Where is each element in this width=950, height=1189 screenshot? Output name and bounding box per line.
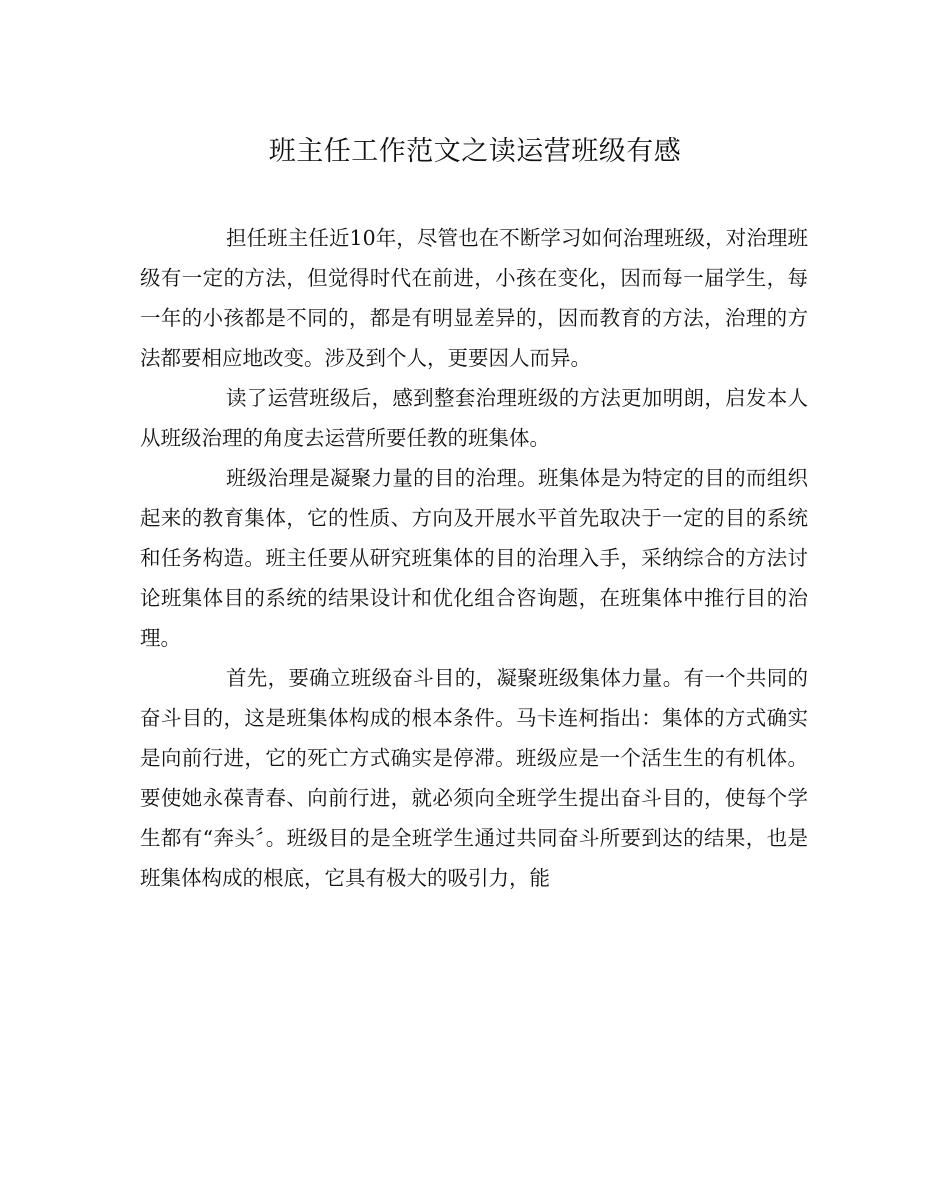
- document-title: 班主任工作范文之读运营班级有感: [268, 136, 682, 167]
- paragraph-1: 担任班主任近10年，尽管也在不断学习如何治理班级，对治理班级有一定的方法，但觉得时代在前进，小孩在变化，因而每一届学生，每一年的小孩都是不同的，都是有明显差异的，因而教育的方法，治理的方法都要相应地改变。涉及到个人，更要因人而异。: [140, 226, 808, 370]
- document-body: [140, 218, 808, 898]
- paragraph-4: 首先，要确立班级奋斗目的，凝聚班级集体力量。有一个共同的奋斗目的，这是班集体构成的根本条件。马卡连柯指出：集体的方式确实是向前行进，它的死亡方式确实是停滞。班级应是一个活生生的有机体。要使她永葆青春、向前行进，就必须向全班学生提出奋斗目的，使每个学生都有“奔头〞。班级目的是全班学生通过共同奋斗所要到达的结果，也是班集体构成的根底，它具有极大的吸引力，能: [140, 666, 808, 890]
- paragraph-2: 读了运营班级后，感到整套治理班级的方法更加明朗，启发本人从班级治理的角度去运营所要任教的班集体。: [140, 386, 808, 450]
- paragraph-3: 班级治理是凝聚力量的目的治理。班集体是为特定的目的而组织起来的教育集体，它的性质、方向及开展水平首先取决于一定的目的系统和任务构造。班主任要从研究班集体的目的治理入手，采纳综合的方法讨论班集体目的系统的结果设计和优化组合咨询题，在班集体中推行目的治理。: [140, 466, 808, 650]
